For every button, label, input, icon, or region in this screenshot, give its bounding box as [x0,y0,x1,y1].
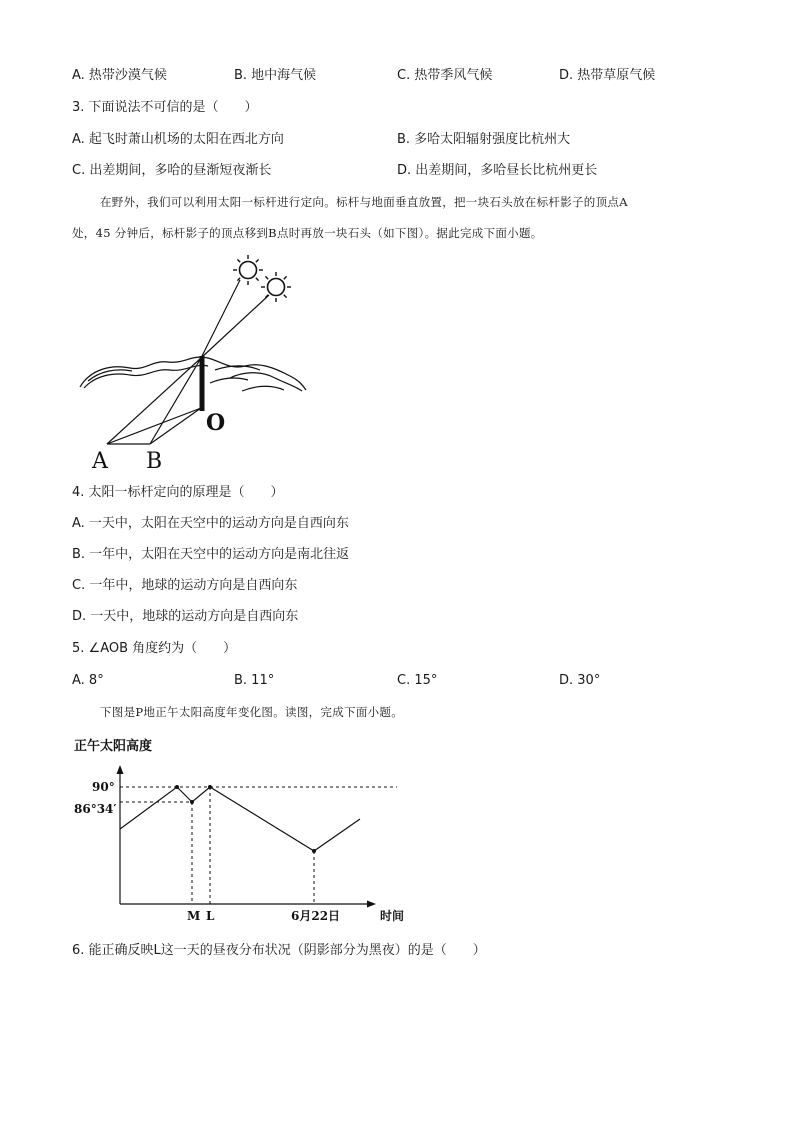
q4-option-b: B. 一年中，太阳在天空中的运动方向是南北往返 [72,547,350,562]
q2-option-c: C. 热带季风气候 [397,68,493,83]
guide-lines [120,787,397,904]
sun-icon [233,255,263,285]
intro1-line1: 在野外，我们可以利用太阳一标杆进行定向。标杆与地面垂直放置，把一块石头放在标杆影子的顶点A [100,195,628,209]
shadow-lines [107,358,201,444]
y-tick-86-34: 86°34′ [74,802,117,816]
x-tick-l: L [206,909,215,923]
label-a: A [92,449,108,474]
q4-option-c: C. 一年中，地球的运动方向是自西向东 [72,578,298,593]
x-axis-arrow [367,901,376,908]
intro1-line2: 处，45 分钟后，标杆影子的顶点移到B点时再放一块石头（如下图）。据此完成下面小题。 [72,226,543,240]
x-tick-june-22: 6月22日 [291,909,341,923]
x-axis-label: 时间 [380,909,405,923]
data-point [208,785,212,789]
data-point [175,785,179,789]
chart-title: 正午太阳高度 [74,739,153,754]
sun-rays [201,280,269,358]
hills-drawing [80,357,306,391]
data-point [312,849,316,853]
noon-sun-altitude-chart [70,732,420,928]
x-tick-m: M [187,909,201,923]
q3-option-a: A. 起飞时萧山机场的太阳在西北方向 [72,132,284,147]
q5-option-d: D. 30° [559,673,601,688]
sun-pole-figure [70,250,320,475]
q6-stem: 6. 能正确反映L这一天的昼夜分布状况（阴影部分为黑夜）的是（ ） [72,943,486,958]
q4-option-d: D. 一天中，地球的运动方向是自西向东 [72,609,299,624]
data-points [175,785,316,853]
series-line [120,787,360,851]
q3-option-b: B. 多哈太阳辐射强度比杭州大 [397,132,571,147]
y-axis-arrow [117,765,124,774]
q3-option-c: C. 出差期间，多哈的昼渐短夜渐长 [72,163,272,178]
data-point [190,800,194,804]
intro2: 下图是P地正午太阳高度年变化图。读图，完成下面小题。 [100,705,404,719]
label-o: O [206,410,226,436]
q3-option-d: D. 出差期间，多哈昼长比杭州更长 [397,163,598,178]
q2-option-b: B. 地中海气候 [234,68,317,83]
label-b: B [146,449,163,474]
q5-option-a: A. 8° [72,673,104,688]
q3-stem: 3. 下面说法不可信的是（ ） [72,100,258,115]
q5-option-c: C. 15° [397,673,438,688]
q2-option-a: A. 热带沙漠气候 [72,68,167,83]
y-tick-90: 90° [92,780,115,794]
q5-stem: 5. ∠AOB 角度约为（ ） [72,641,237,656]
q5-option-b: B. 11° [234,673,275,688]
q2-option-d: D. 热带草原气候 [559,68,656,83]
q4-stem: 4. 太阳一标杆定向的原理是（ ） [72,485,284,500]
q4-option-a: A. 一天中，太阳在天空中的运动方向是自西向东 [72,516,349,531]
